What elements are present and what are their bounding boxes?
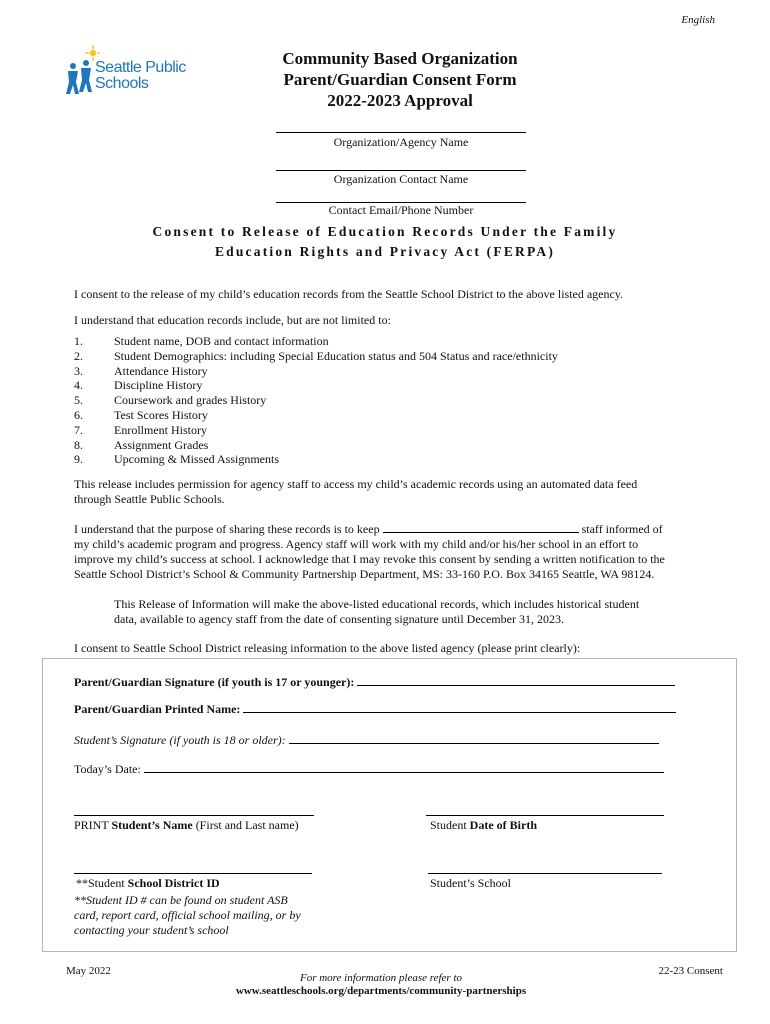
list-text: Attendance History [114, 363, 208, 378]
parent-signature-line[interactable] [357, 674, 675, 686]
purpose-line-4: Seattle School District’s School & Community Partnership Department, MS: 33-160 P.O. Box 34165 Seattle, WA 98124. [74, 567, 655, 581]
purpose-line-2: my child’s academic program and progress. Agency staff will work with my child and/or his/her school in an effort to [74, 537, 639, 551]
list-item [74, 393, 558, 408]
district-id-line[interactable] [74, 873, 312, 874]
list-item [74, 408, 558, 423]
date-of-birth-label [430, 818, 537, 833]
todays-date-label: Today’s Date: [74, 762, 141, 776]
title-line-1: Community Based Organization [282, 49, 518, 68]
consent-statement: I consent to the release of my child’s education records from the Seattle School District to the above listed agency. [74, 287, 624, 301]
list-number: 9. [74, 452, 83, 467]
district-bold: School District ID [127, 876, 220, 890]
footer-date: May 2022 [66, 965, 111, 977]
purpose-line-3: improve my child’s success at school. I acknowledge that I may revoke this consent by sending a written notification to the [74, 552, 665, 566]
contact-email-label: Contact Email/Phone Number [328, 203, 474, 217]
purpose-end: staff informed of [581, 522, 663, 536]
permission-line-2: through Seattle Public Schools. [74, 492, 225, 506]
heading-line-2: Education Rights and Privacy Act (FERPA) [214, 244, 556, 259]
parent-printed-name-line[interactable] [243, 701, 676, 713]
todays-date-field[interactable] [74, 761, 664, 777]
student-signature-field[interactable] [74, 732, 659, 748]
list-text: Coursework and grades History [114, 393, 267, 408]
title-line-3: 2022-2023 Approval [327, 91, 473, 110]
student-signature-label: Student’s Signature (if youth is 18 or older): [74, 733, 286, 747]
purpose-start: I understand that the purpose of sharing these records is to keep [74, 522, 380, 536]
note-line-3: contacting your student’s school [74, 923, 229, 937]
list-text: Enrollment History [114, 422, 207, 437]
print-prefix: PRINT [74, 818, 112, 832]
list-number: 8. [74, 437, 83, 452]
footer-info-label: For more information please refer to [299, 972, 463, 984]
list-item [74, 378, 558, 393]
school-line[interactable] [428, 873, 662, 874]
student-name-suffix: (First and Last name) [192, 818, 299, 832]
dob-bold: Date of Birth [469, 818, 537, 832]
date-of-birth-line[interactable] [426, 815, 664, 816]
list-item [74, 438, 558, 453]
list-number: 3. [74, 363, 83, 378]
parent-printed-name-field[interactable] [74, 701, 676, 717]
list-text: Discipline History [114, 378, 203, 393]
note-line-2: card, report card, official school mailing, or by [74, 908, 301, 922]
list-number: 5. [74, 393, 83, 408]
footer-form-code: 22-23 Consent [658, 965, 723, 977]
list-item [74, 334, 558, 349]
release-paragraph [114, 597, 674, 627]
list-text: Test Scores History [114, 407, 208, 422]
list-text: Upcoming & Missed Assignments [114, 452, 280, 467]
note-line-1: **Student ID # can be found on student ASB [74, 893, 288, 907]
org-name-line[interactable] [276, 132, 526, 133]
list-number: 6. [74, 407, 83, 422]
parent-signature-field[interactable] [74, 674, 675, 690]
permission-line-1: This release includes permission for agency staff to access my child’s academic records using an automated data feed [74, 477, 638, 491]
list-item [74, 364, 558, 379]
student-name-bold: Student’s Name [111, 818, 193, 832]
list-text: Student Demographics: including Special Education status and 504 Status and race/ethnicity [114, 348, 558, 363]
consent-print-statement: I consent to Seattle School District releasing information to the above listed agency (please print clearly): [74, 641, 581, 655]
org-name-label: Organization/Agency Name [333, 135, 469, 149]
list-number: 2. [74, 348, 83, 363]
footer-url-link[interactable]: www.seattleschools.org/departments/community-partnerships [235, 985, 527, 997]
release-line-2: data, available to agency staff from the date of consenting signature until December 31, 2023. [114, 612, 564, 626]
list-text: Student name, DOB and contact information [114, 334, 329, 348]
logo-line-1: Seattle Public [95, 59, 186, 76]
org-contact-line[interactable] [276, 170, 526, 171]
district-prefix: **Student [76, 876, 128, 890]
purpose-line-1 [74, 521, 699, 537]
student-signature-line[interactable] [289, 732, 659, 744]
district-id-label [76, 876, 220, 891]
records-list [74, 334, 558, 467]
list-item [74, 452, 558, 467]
student-id-note [74, 893, 334, 938]
student-name-label [74, 818, 299, 833]
list-number: 7. [74, 422, 83, 437]
logo-line-2: Schools [95, 75, 149, 92]
student-name-line[interactable] [74, 815, 314, 816]
org-contact-label: Organization Contact Name [333, 172, 469, 186]
seattle-public-schools-logo [66, 44, 206, 96]
title-line-2: Parent/Guardian Consent Form [283, 70, 517, 89]
todays-date-line[interactable] [144, 761, 664, 773]
heading-line-1: Consent to Release of Education Records Under the Family [152, 224, 618, 239]
list-item [74, 349, 558, 364]
list-number: 4. [74, 378, 83, 393]
list-item [74, 423, 558, 438]
parent-signature-label: Parent/Guardian Signature (if youth is 17 or younger): [74, 675, 355, 689]
list-number: 1. [74, 334, 83, 348]
language-label: English [681, 14, 715, 26]
release-line-1: This Release of Information will make the above-listed educational records, which includes historical student [114, 597, 640, 611]
permission-paragraph [74, 477, 699, 507]
form-title [230, 48, 570, 111]
parent-printed-name-label: Parent/Guardian Printed Name: [74, 702, 241, 716]
purpose-paragraph [74, 521, 699, 582]
ferpa-heading [60, 222, 710, 262]
list-text: Assignment Grades [114, 437, 209, 452]
records-intro: I understand that education records include, but are not limited to: [74, 313, 391, 327]
agency-name-blank[interactable] [383, 521, 579, 533]
dob-prefix: Student [430, 818, 470, 832]
school-label: Student’s School [430, 876, 512, 890]
